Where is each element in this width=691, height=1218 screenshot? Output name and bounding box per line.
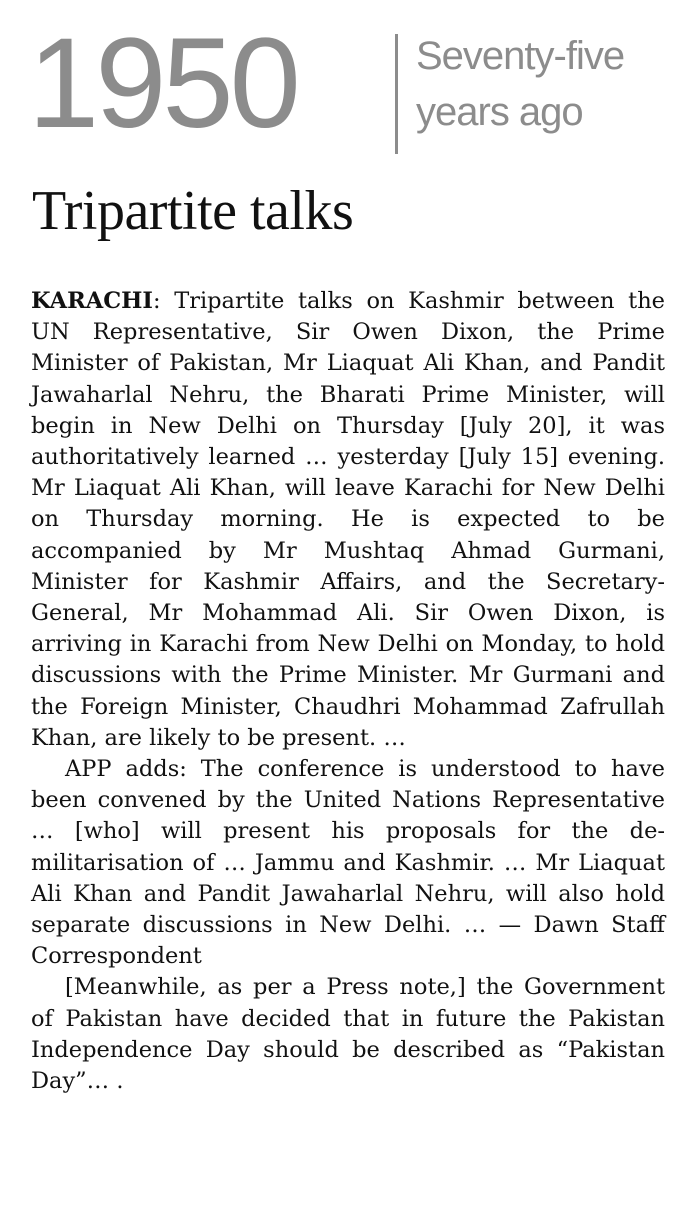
- tagline-line-2: years ago: [416, 90, 583, 134]
- tagline-line-1: Seventy-five: [416, 34, 625, 78]
- article-paragraph-1: [31, 286, 665, 754]
- article-body: [31, 286, 665, 1097]
- headline: Tripartite talks: [32, 180, 354, 242]
- dateline: KARACHI: [31, 288, 153, 314]
- tagline: [416, 28, 624, 140]
- year-label: 1950: [28, 12, 297, 155]
- masthead-divider: [395, 34, 398, 154]
- article-paragraph-3: [Meanwhile, as per a Press note,] the Government of Pakistan have decided that in future the Pakistan Independence Day should be described as “Pakistan Day”… .: [31, 974, 665, 1095]
- article-paragraph-2: APP adds: The conference is understood to have been convened by the United Nations Representative … [who] will present his proposals for the de-militarisation of … Jammu and Kashmir. … Mr Liaquat Ali Khan and Pandit Jawaharlal Nehru, will also hold separate discussions in New Delhi. … — Dawn Staff Correspondent: [31, 756, 665, 970]
- masthead: [28, 14, 678, 154]
- article-paragraph-1-text: : Tripartite talks on Kashmir between the UN Representative, Sir Owen Dixon, the Prime Minister of Pakistan, Mr Liaquat Ali Khan, and Pandit Jawaharlal Nehru, the Bharati Prime Minister, will begin in New Delhi on Thursday [July 20], it was authoritatively learned … yesterday [July 15] evening. Mr Liaquat Ali Khan, will leave Karachi for New Delhi on Thursday morning. He is expected to be accompanied by Mr Mushtaq Ahmad Gurmani, Minister for Kashmir Affairs, and the Secretary-General, Mr Mohammad Ali. Sir Owen Dixon, is arriving in Karachi from New Delhi on Monday, to hold discussions with the Prime Minister. Mr Gurmani and the Foreign Minister, Chaudhri Mohammad Zafrullah Khan, are likely to be present. …: [31, 288, 665, 751]
